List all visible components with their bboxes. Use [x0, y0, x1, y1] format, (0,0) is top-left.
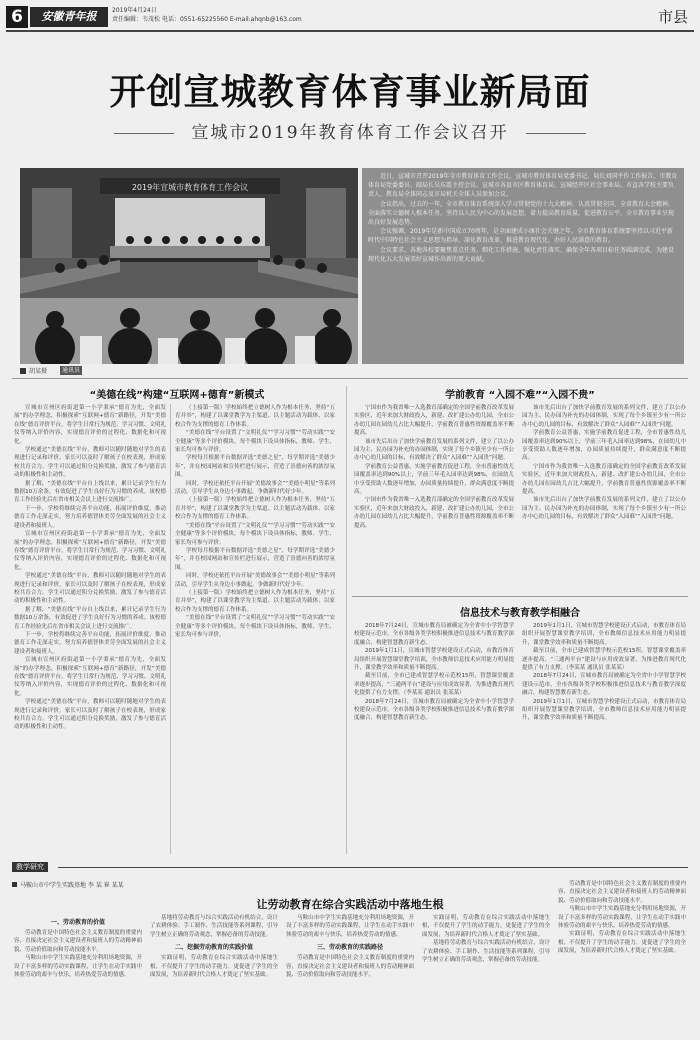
article-body-right2-col1: 2018年7月24日，宣城市教育局被确定为全省中小学智慧学校建设示范市，全市各级各类学校积极推进信息技术与教育教学深度融合，构建智慧教育新生态。 2019年1月1日，宣城市智慧学校建设正式启动，市教育体育局组织开展智慧课堂教学培训，全市教师信息技术应用能力明显提升，课堂教学效率和质量不断提高。 截至目前，全市已建成智慧学校示范校15所，智慧课堂覆盖率逐步提高，“三通两平台”建设与应用成效显著，为推进教育现代化提供了有力支撑。（李某某 通讯员 张某某） 2018年7月24日，宣城市教育局被确定为全省中小学智慧学校建设示范市，全市各级各类学校积极推进信息技术与教育教学深度融合，构建智慧教育新生态。: [354, 623, 514, 722]
article-title-right: 学前教育 “入园不难”“入园不贵”: [445, 390, 595, 401]
editor-line: 责任编辑：韦茂松: [112, 16, 161, 23]
lead-paragraph: 近日，宣城市召开2019年全市教育体育工作会议。宣城市教育体育局党委书记、局长刘国平作工作报告，市教育体育局党委委员、副局长吴东霞主持会议。宣城市各县市区教育体育局、宣城经开区社会事业局、市直各学校主要负责人、教育局全体同志及市局机关全体人员参加会议。: [368, 173, 678, 199]
photo-banner: 2019年宣城市教育体育工作会议: [131, 183, 249, 192]
article-title-left: “美德在线”构建“互联网+德育”新模式: [89, 390, 265, 401]
newspaper-logo: 安徽青年报: [30, 7, 108, 27]
main-headline: 开创宣城教育体育事业新局面: [109, 72, 591, 113]
section-divider: [352, 596, 688, 597]
bottom-body-col1: 一、劳动教育的价值 劳动教育是中国特色社会主义教育制度的重要内容，直接决定社会主义建设者和接班人的劳动精神面貌、劳动价值取向和劳动技能水平。 马鞍山市中学生实践基地充分利用场地资源，开设了丰富多样的劳动实践课程，让学生在动手实践中体验劳动的艰辛与快乐，培养热爱劳动的情感。: [14, 919, 142, 979]
byline-square-icon: [12, 882, 17, 887]
bottom-body-col5: 劳动教育是中国特色社会主义教育制度的重要内容，直接决定社会主义建设者和接班人的劳动精神面貌、劳动价值取向和劳动技能水平。 马鞍山市中学生实践基地充分利用场地资源，开设了丰富多样的劳动实践课程，让学生在动手实践中体验劳动的艰辛与快乐，培养热爱劳动的情感。 实践证明，劳动教育在综合实践活动中落地生根，不仅提升了学生的动手能力，更促进了学生的全面发展，为培养新时代合格人才奠定了坚实基础。: [558, 881, 686, 955]
section-bar: [12, 862, 688, 872]
bottom-byline: 马鞍山市中学生实践基地 李 某 崔 某某: [12, 880, 124, 889]
lead-paragraph: 会议指出，过去的一年，全市教育体育系统深入学习贯彻党的十九大精神，认真贯彻全国、全省教育大会精神，全面落实立德树人根本任务，坚持以人民为中心的发展思想，着力提高教育质量，促进教育公平，全市教育事业呈现出良好发展态势。: [368, 200, 675, 227]
section-divider: [12, 378, 688, 379]
column-rule: [170, 404, 171, 854]
date-line: 2019年4月24日: [112, 7, 157, 14]
article-title-right-2: 信息技术与教育教学相融合: [460, 608, 580, 619]
section-rule: [58, 867, 688, 868]
bottom-article-title: 让劳动教育在综合实践活动中落地生根: [256, 898, 444, 911]
bottom-body-col2: 基地将劳动教育与综合实践活动有机结合，设计了农耕体验、手工制作、生活技能等系列课程，引导学生树立正确的劳动观念，掌握必备的劳动技能。 二、挖掘劳动教育的实践价值 实践证明，劳动教育在综合实践活动中落地生根，不仅提升了学生的动手能力，更促进了学生的全面发展，为培养新时代合格人才奠定了坚实基础。: [150, 915, 278, 979]
lead-paragraph: 会议强调，2019年是新中国成立70周年，是全面建成小康社会关键之年。全市教育体育系统要坚持以习近平新时代中国特色社会主义思想为指导，深化教育改革，推进教育现代化，办好人民满意的教育。: [368, 228, 673, 245]
article-body-left-col1: 宣城市宣州区府街道第一小学秉承“德育为先，全面发展”的办学理念，积极探索“互联网+德育”新路径，开发“美德在线”德育评价平台，将学生日常行为规范、学习习惯、文明礼仪等纳入评价内容，实现德育评价的过程化、数据化和可视化。 学校通过“美德在线”平台，教师可以随时随地对学生的表现进行记录和评价，家长可以及时了解孩子在校表现，形成家校共育合力。学生可以通过积分兑换奖励，激发了参与德育活动的积极性和主动性。 据了解，“美德在线”平台自上线以来，累计记录学生行为数据10万余条，有效促进了学生良好行为习惯的养成。该校德育工作经验先后在省市相关会议上进行交流推广。 下一步，学校将继续完善平台功能，拓展评价维度，推动德育工作走深走实，努力培养德智体美劳全面发展的社会主义建设者和接班人。 宣城市宣州区府街道第一小学秉承“德育为先，全面发展”的办学理念，积极探索“互联网+德育”新路径，开发“美德在线”德育评价平台，将学生日常行为规范、学习习惯、文明礼仪等纳入评价内容，实现德育评价的过程化、数据化和可视化。 学校通过“美德在线”平台，教师可以随时随地对学生的表现进行记录和评价，家长可以及时了解孩子在校表现，形成家校共育合力。学生可以通过积分兑换奖励，激发了参与德育活动的积极性和主动性。 据了解，“美德在线”平台自上线以来，累计记录学生行为数据10万余条，有效促进了学生良好行为习惯的养成。该校德育工作经验先后在省市相关会议上进行交流推广。 下一步，学校将继续完善平台功能，拓展评价维度，推动德育工作走深走实，努力培养德智体美劳全面发展的社会主义建设者和接班人。 宣城市宣州区府街道第一小学秉承“德育为先，全面发展”的办学理念，积极探索“互联网+德育”新路径，开发“美德在线”德育评价平台，将学生日常行为规范、学习习惯、文明礼仪等纳入评价内容，实现德育评价的过程化、数据化和可视化。 学校通过“美德在线”平台，教师可以随时随地对学生的表现进行记录和评价，家长可以及时了解孩子在校表现，形成家校共育合力。学生可以通过积分兑换奖励，激发了参与德育活动的积极性和主动性。: [14, 405, 166, 731]
credit-tag: 通讯员: [61, 367, 80, 374]
page-number: 6: [6, 6, 28, 28]
bottom-body-col4: 实践证明，劳动教育在综合实践活动中落地生根，不仅提升了学生的动手能力，更促进了学生的全面发展，为培养新时代合格人才奠定了坚实基础。 基地将劳动教育与综合实践活动有机结合，设计了农耕体验、手工制作、生活技能等系列课程，引导学生树立正确的劳动观念，掌握必备的劳动技能。: [422, 915, 550, 964]
article-body-right-col2: 该市先后出台了加快学前教育发展的系列文件，建立了以公办园为主、民办园为补充的办园体制，实现了每个乡镇至少有一所公办中心幼儿园的目标，有效解决了群众“入园难”“入园贵”问题。 学前教育公益普惠，实施学前教育促进工程，全市普惠性幼儿园覆盖率达到90%以上，学前三年毛入园率达到98%，在园幼儿中享受资助人数逐年增加，办园质量持续提升，群众满意度不断提高。 宁国市作为我省唯一入选教育部确定的全国学前教育改革发展实验区，近年来加大财政投入，新建、改扩建公办幼儿园，全市公办幼儿园在园幼儿占比大幅提升，学前教育普惠性资源覆盖率不断提高。 该市先后出台了加快学前教育发展的系列文件，建立了以公办园为主、民办园为补充的办园体制，实现了每个乡镇至少有一所公办中心幼儿园的目标，有效解决了群众“入园难”“入园贵”问题。: [522, 405, 686, 521]
photo-credit: [20, 366, 358, 376]
lead-paragraph: 会议要求，各地各校要聚焦重点任务，细化工作措施，强化责任落实，确保全年各项目标任务圆满完成，为建设现代化五大发展美好宣城作出新的更大贡献。: [368, 246, 675, 263]
lead-text-box: [362, 168, 684, 364]
bottom-body-col3: 马鞍山市中学生实践基地充分利用场地资源，开设了丰富多样的劳动实践课程，让学生在动手实践中体验劳动的艰辛与快乐，培养热爱劳动的情感。 三、劳动教育的实践路径 劳动教育是中国特色社会主义教育制度的重要内容，直接决定社会主义建设者和接班人的劳动精神面貌、劳动价值取向和劳动技能水平。: [286, 915, 414, 979]
email-line: E-mail:ahqnb@163.com: [229, 16, 302, 23]
phone-line: 电话：0551-65225560: [161, 16, 228, 23]
section-tag: 教学研究: [12, 862, 48, 872]
conference-photo: [20, 168, 358, 364]
column-rule: [346, 386, 347, 854]
article-body-left-col2: （上接第一版）学校始终把立德树人作为根本任务，坚持“五育并举”，构建了以课堂教学为主渠道、以主题活动为载体、以家校合作为支撑的德育工作体系。 “美德在线”平台设置了“文明礼仪”“学习习惯”“劳动实践”“安全健康”等多个评价模块，每个模块下设具体指标，教师、学生、家长均可参与评价。 学校每月根据平台数据评选“美德之星”，每学期评选“美德少年”，并在校园网站和宣传栏进行展示，营造了崇德向善的浓厚氛围。 同时，学校还依托平台开展“美德故事会”“美德小明星”等系列活动，引导学生从身边小事做起，争做新时代好少年。 （上接第一版）学校始终把立德树人作为根本任务，坚持“五育并举”，构建了以课堂教学为主渠道、以主题活动为载体、以家校合作为支撑的德育工作体系。 “美德在线”平台设置了“文明礼仪”“学习习惯”“劳动实践”“安全健康”等多个评价模块，每个模块下设具体指标，教师、学生、家长均可参与评价。 学校每月根据平台数据评选“美德之星”，每学期评选“美德少年”，并在校园网站和宣传栏进行展示，营造了崇德向善的浓厚氛围。 同时，学校还依托平台开展“美德故事会”“美德小明星”等系列活动，引导学生从身边小事做起，争做新时代好少年。 （上接第一版）学校始终把立德树人作为根本任务，坚持“五育并举”，构建了以课堂教学为主渠道、以主题活动为载体、以家校合作为支撑的德育工作体系。 “美德在线”平台设置了“文明礼仪”“学习习惯”“劳动实践”“安全健康”等多个评价模块，每个模块下设具体指标，教师、学生、家长均可参与评价。: [175, 405, 335, 638]
masthead-rule: [6, 30, 694, 32]
credit-square-icon: [20, 368, 26, 374]
article-body-right-col1: 宁国市作为我省唯一入选教育部确定的全国学前教育改革发展实验区，近年来加大财政投入，新建、改扩建公办幼儿园，全市公办幼儿园在园幼儿占比大幅提升，学前教育普惠性资源覆盖率不断提高。 该市先后出台了加快学前教育发展的系列文件，建立了以公办园为主、民办园为补充的办园体制，实现了每个乡镇至少有一所公办中心幼儿园的目标，有效解决了群众“入园难”“入园贵”问题。 学前教育公益普惠，实施学前教育促进工程，全市普惠性幼儿园覆盖率达到90%以上，学前三年毛入园率达到98%，在园幼儿中享受资助人数逐年增加，办园质量持续提升，群众满意度不断提高。 宁国市作为我省唯一入选教育部确定的全国学前教育改革发展实验区，近年来加大财政投入，新建、改扩建公办幼儿园，全市公办幼儿园在园幼儿占比大幅提升，学前教育普惠性资源覆盖率不断提高。: [354, 405, 514, 529]
masthead-info: [112, 6, 302, 24]
credit-name: 胡某摄: [29, 368, 48, 375]
article-body-right2-col2: 2019年1月1日，宣城市智慧学校建设正式启动，市教育体育局组织开展智慧课堂教学培训，全市教师信息技术应用能力明显提升，课堂教学效率和质量不断提高。 截至目前，全市已建成智慧学校示范校15所，智慧课堂覆盖率逐步提高，“三通两平台”建设与应用成效显著，为推进教育现代化提供了有力支撑。（李某某 通讯员 张某某） 2018年7月24日，宣城市教育局被确定为全省中小学智慧学校建设示范市，全市各级各类学校积极推进信息技术与教育教学深度融合，构建智慧教育新生态。 2019年1月1日，宣城市智慧学校建设正式启动，市教育体育局组织开展智慧课堂教学培训，全市教师信息技术应用能力明显提升，课堂教学效率和质量不断提高。: [522, 623, 686, 722]
sub-headline: 宣城市2019年教育体育工作会议召开: [0, 118, 700, 143]
section-label: 市县: [657, 8, 688, 26]
